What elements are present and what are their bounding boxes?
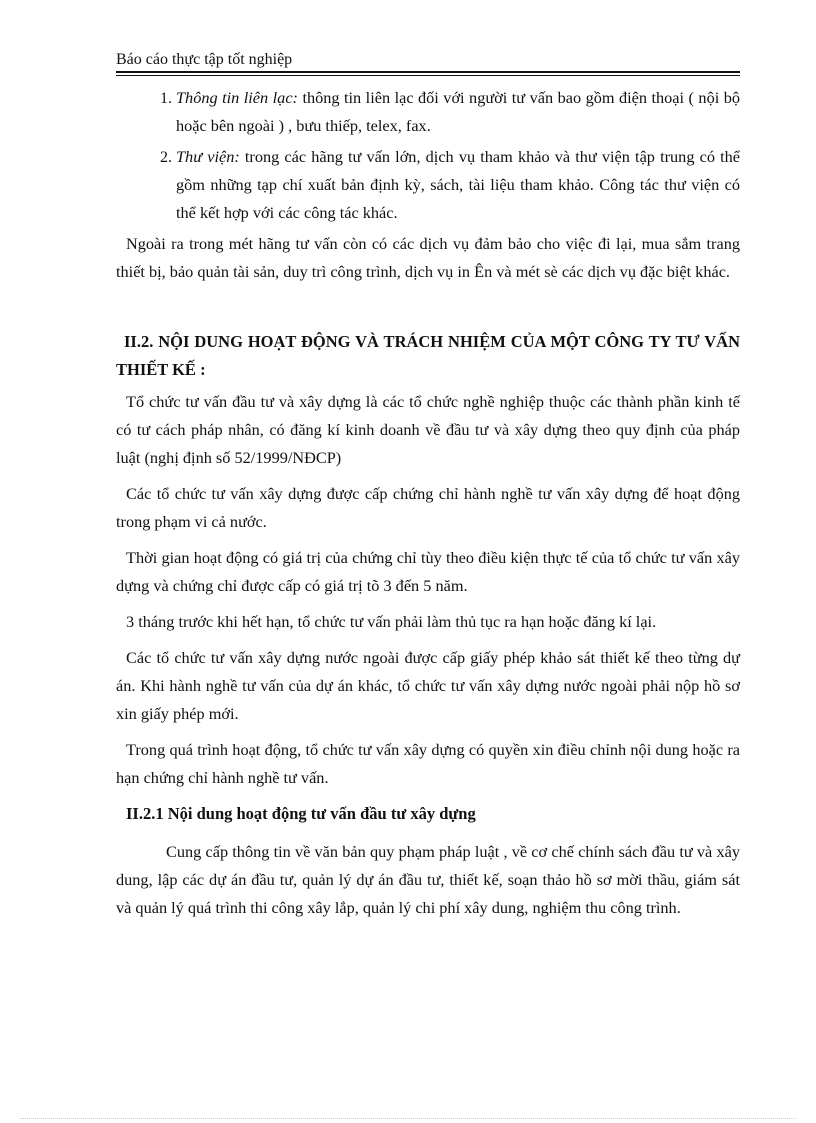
running-header: Báo cáo thực tập tốt nghiệp [116,51,293,68]
document-body [116,84,740,930]
list-item-text: trong các hãng tư vấn lớn, dịch vụ tham khảo và thư viện tập trung có thể gồm những tạp chí xuất bản định kỳ, sách, tài liệu tham khảo. Công tác thư viện có thể kết hợp với các công tác khác. [176,147,740,222]
subsection-paragraph: Cung cấp thông tin về văn bản quy phạm pháp luật , về cơ chế chính sách đầu tư và xây dung, lập các dự án đầu tư, quản lý dự án đầu tư, thiết kế, soạn thảo hồ sơ mời thầu, giám sát và quản lý quá trình thi công xây lắp, quản lý chi phí xây dung, nghiệm thu công trình. [116,842,740,917]
numbered-list [116,84,740,227]
header-rule-thick [116,71,740,73]
intro-paragraph: Ngoài ra trong mét hãng tư vấn còn có các dịch vụ đảm bảo cho việc đi lại, mua sắm trang thiết bị, bảo quản tài sản, duy trì công trình, dịch vụ in Ên và mét sè các dịch vụ đặc biệt khác. [116,234,740,281]
subsection-heading: II.2.1 Nội dung hoạt động tư vấn đầu tư xây dựng [126,804,476,823]
section-paragraph: Các tổ chức tư vấn xây dựng nước ngoài được cấp giấy phép khảo sát thiết kế theo từng dự án. Khi hành nghề tư vấn của dự án khác, tổ chức tư vấn xây dựng nước ngoài phải nộp hồ sơ xin giấy phép mới. [116,648,740,723]
section-paragraph: Tổ chức tư vấn đầu tư và xây dựng là các tổ chức nghề nghiệp thuộc các thành phần kinh tế có tư cách pháp nhân, có đăng kí kinh doanh về đầu tư và xây dựng theo quy định của pháp luật (nghị định số 52/1999/NĐCP) [116,392,740,467]
section-paragraph: 3 tháng trước khi hết hạn, tổ chức tư vấn phải làm thủ tục ra hạn hoặc đăng kí lại. [126,612,657,631]
footer-dotted-line [20,1118,796,1119]
list-item [176,84,740,140]
spacer [116,294,740,328]
list-item-term: Thông tin liên lạc: [176,88,298,107]
header-rule-thin [116,75,740,76]
list-item-text: thông tin liên lạc đối với người tư vấn bao gồm điện thoại ( nội bộ hoặc bên ngoài ) , bưu thiếp, telex, fax. [176,88,740,135]
list-item [176,143,740,227]
section-paragraph: Các tổ chức tư vấn xây dựng được cấp chứng chỉ hành nghề tư vấn xây dựng để hoạt động trong phạm vi cả nước. [116,484,740,531]
section-paragraph: Thời gian hoạt động có giá trị của chứng chỉ tùy theo điều kiện thực tế của tổ chức tư vấn xây dựng và chứng chỉ được cấp có giá trị tõ 3 đến 5 năm. [116,548,740,595]
section-paragraph: Trong quá trình hoạt động, tổ chức tư vấn xây dựng có quyền xin điều chỉnh nội dung hoặc ra hạn chứng chỉ hành nghề tư vấn. [116,740,740,787]
list-item-term: Thư viện: [176,147,240,166]
section-heading: II.2. NỘI DUNG HOẠT ĐỘNG VÀ TRÁCH NHIỆM CỦA MỘT CÔNG TY TƯ VẤN THIẾT KẾ : [116,332,740,379]
